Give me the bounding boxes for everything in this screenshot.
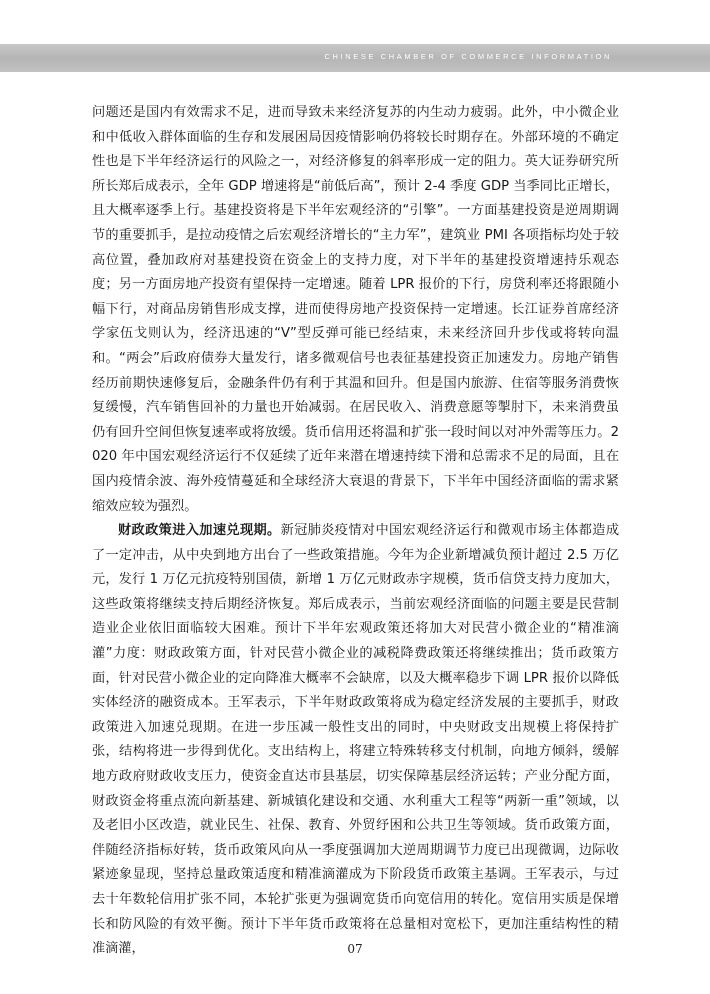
page-number: 07 (347, 942, 363, 956)
article-body (92, 101, 619, 962)
publication-header: CHINESE CHAMBER OF COMMERCE INFORMATION (324, 52, 612, 61)
section-text: 新冠肺炎疫情对中国宏观经济运行和微观市场主体都造成了一定冲击，从中央到地方出台了一些政策措施。今年为企业新增减负预计超过 2.5 万亿元，发行 1 万亿元抗疫特别国债，新增 1 万亿元财政赤字规模，货币信贷支持力度加大，这些政策将继续支持后期经济恢复。郑后成表示，当前宏观经济面临的问题主要是民营制造业企业依旧面临较大困难。预计下半年宏观政策还将加大对民营小微企业的“精准滴灌”力度：财政政策方面，针对民营小微企业的减税降费政策还将继续推出；货币政策方面，针对民营小微企业的定向降准大概率不会缺席，以及大概率稳步下调 LPR 报价以降低实体经济的融资成本。王军表示，下半年财政政策将成为稳定经济发展的主要抓手，财政政策进入加速兑现期。在进一步压减一般性支出的同时，中央财政支出规模上将保持扩张，结构将进一步得到优化。支出结构上，将建立特殊转移支付机制，向地方倾斜，缓解地方政府财政收支压力，使资金直达市县基层，切实保障基层经济运转；产业分配方面，财政资金将重点流向新基建、新城镇化建设和交通、水利重大工程等“两新一重”领域，以及老旧小区改造，就业民生、社保、教育、外贸纾困和公共卫生等领域。货币政策方面，伴随经济指标好转，货币政策风向从一季度强调加大逆周期调节力度已出现微调，边际收紧迹象显现，坚持总量政策适度和精准滴灌成为下阶段货币政策主基调。王军表示，与过去十年数轮信用扩张不同，本轮扩张更为强调宽货币向宽信用的转化。宽信用实质是保增长和防风险的有效平衡。预计下半年货币政策将在总量相对宽松下，更加注重结构性的精准滴灌， (92, 523, 620, 957)
section-lead: 财政政策进入加速兑现期。 (118, 523, 281, 539)
body-paragraph: 问题还是国内有效需求不足，进而导致未来经济复苏的内生动力疲弱。此外，中小微企业和中低收入群体面临的生存和发展困局因疫情影响仍将较长时期存在。外部环境的不确定性也是下半年经济运行的风险之一，对经济修复的斜率形成一定的阻力。英大证券研究所所长郑后成表示，全年 GDP 增速将是“前低后高”，预计 2-4 季度 GDP 当季同比正增长，且大概率逐季上行。基建投资将是下半年宏观经济的“引擎”。一方面基建投资是逆周期调节的重要抓手，是拉动疫情之后宏观经济增长的“主力军”，建筑业 PMI 各项指标均处于较高位置，叠加政府对基建投资在资金上的支持力度，对下半年的基建投资增速持乐观态度；另一方面房地产投资有望保持一定增速。随着 LPR 报价的下行，房贷利率还将跟随小幅下行，对商品房销售形成支撑，进而使得房地产投资保持一定增速。长江证券首席经济学家伍戈则认为，经济迅速的“V”型反弹可能已经结束，未来经济回升步伐或将转向温和。“两会”后政府债券大量发行，诸多微观信号也表征基建投资正加速发力。房地产销售经历前期快速修复后，金融条件仍有利于其温和回升。但是国内旅游、住宿等服务消费恢复缓慢，汽车销售回补的力量也开始减弱。在居民收入、消费意愿等掣肘下，未来消费虽仍有回升空间但恢复速率或将放缓。货币信用还将温和扩张一段时间以对冲外需等压力。2020 年中国宏观经济运行不仅延续了近年来潜在增速持续下滑和总需求不足的局面，且在国内疫情余波、海外疫情蔓延和全球经济大衰退的背景下，下半年中国经济面临的需求紧缩效应较为强烈。 (92, 105, 619, 514)
body-paragraph (92, 519, 619, 962)
